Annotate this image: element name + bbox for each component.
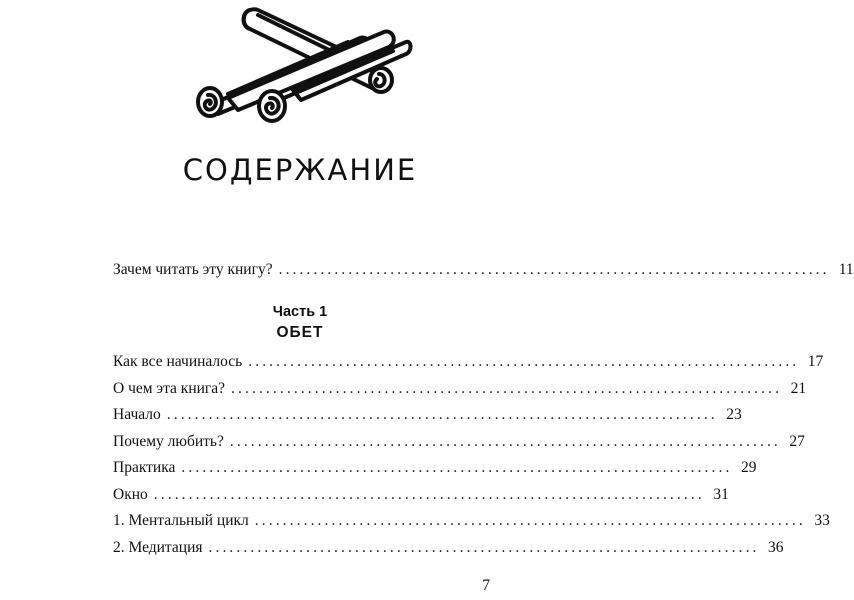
toc-entry-page: 31 [713,486,729,503]
toc-entry-label: Начало [113,406,161,423]
toc-entry-page: 11 [838,261,854,278]
toc-entry-label: Окно [113,486,148,503]
toc-entry[interactable] [113,404,742,426]
toc-entry[interactable] [113,431,805,453]
toc-entry-intro[interactable] [113,259,854,281]
toc-entry-label: 2. Медитация [113,539,203,556]
cinnamon-sticks-icon [188,2,412,126]
toc-entry[interactable] [113,484,729,506]
toc-dot-leader: ............................................................................... [278,261,830,278]
part-title: ОБЕТ [276,324,324,341]
toc-dot-leader: ............................................................................... [153,486,705,503]
toc-entry[interactable] [113,457,757,479]
toc-entry[interactable] [113,537,784,559]
toc-entry-page: 33 [814,512,830,529]
toc-dot-leader: ............................................................................... [231,380,783,397]
toc-entry-label: О чем эта книга? [113,380,226,397]
toc-entry-label: Почему любить? [113,433,224,450]
toc-dot-leader: ............................................................................... [181,459,733,476]
toc-entry-label: 1. Ментальный цикл [113,512,249,529]
toc-entry-page: 21 [790,380,807,397]
part-number: Часть 1 [272,304,328,320]
toc-entry-page: 36 [768,539,784,556]
toc-dot-leader: ............................................................................... [248,353,800,370]
page-title: СОДЕРЖАНИЕ [182,153,418,187]
toc-entry-label: Как все начиналось [113,353,243,370]
toc-dot-leader: ............................................................................... [208,539,760,556]
toc-dot-leader: ............................................................................... [254,512,806,529]
toc-entry[interactable] [113,510,830,532]
page-number: 7 [482,577,490,594]
toc-entry[interactable] [113,351,824,373]
toc-entry[interactable] [113,378,807,400]
toc-entry-page: 17 [807,353,824,370]
toc-entry-label: Зачем читать эту книгу? [113,261,273,278]
toc-entry-page: 23 [726,406,742,423]
toc-entry-page: 29 [740,459,757,476]
toc-dot-leader: ............................................................................... [229,433,781,450]
toc-entry-page: 27 [789,433,805,450]
toc-dot-leader: ............................................................................... [166,406,718,423]
toc-entry-label: Практика [113,459,176,476]
